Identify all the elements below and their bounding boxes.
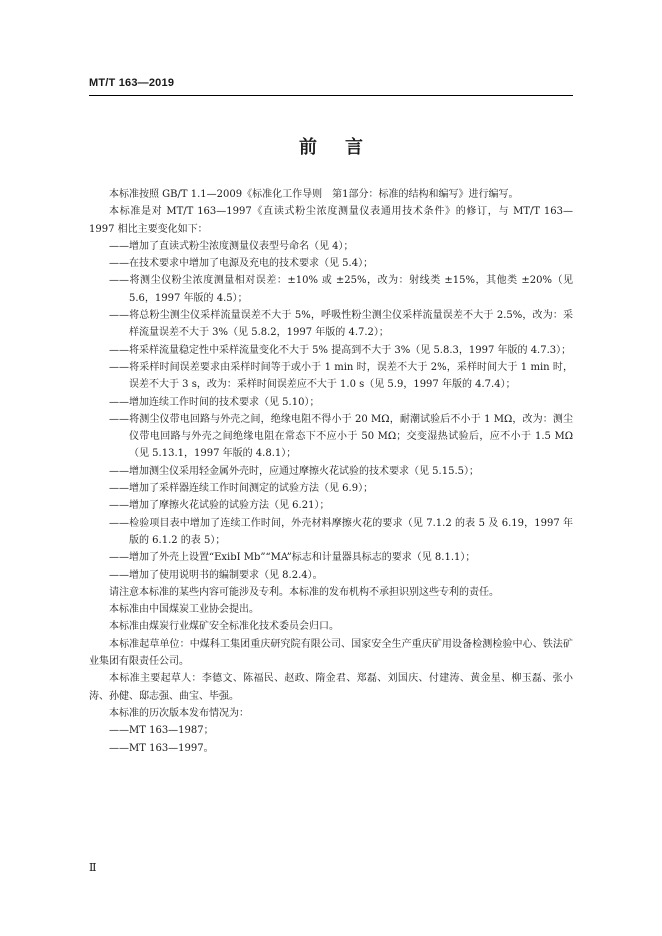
change-item: ——增加测尘仪采用轻金属外壳时，应通过摩擦火花试验的技术要求（见 5.15.5）；	[109, 465, 479, 477]
page-header: MT/T 163—2019	[89, 77, 175, 89]
change-item: ——在技术要求中增加了电源及充电的技术要求（见 5.4）；	[109, 258, 374, 270]
change-item: ——增加了直读式粉尘浓度测量仪表型号命名（见 4）；	[109, 240, 354, 252]
change-item: ——将采样时间误差要求由采样时间等于或小于 1 min 时，误差不大于 2%，采样时间大于 1 min 时，误差不大于 3 s，改为：采样时间误差应不大于 1.0 s（见 5.9，1997 年版的 4.7.4）；	[109, 361, 573, 391]
change-item: ——增加了使用说明书的编制要求（见 8.2.4）。	[109, 569, 323, 581]
change-item: ——增加了外壳上设置“ExibI Mb”“MA”标志和计量器具标志的要求（见 8.1.1）；	[109, 552, 476, 564]
history-item: ——MT 163—1987；	[109, 725, 214, 737]
paragraph-committee: 本标准由煤炭行业煤矿安全标准化技术委员会归口。	[109, 621, 339, 633]
header-rule	[89, 95, 573, 96]
paragraph-drafters: 本标准主要起草人：李德文、陈福民、赵政、隋金君、郑磊、刘国庆、付建涛、黄金星、柳玉磊、张小涛、孙健、邸志强、曲宝、毕强。	[89, 673, 573, 702]
change-item: ——将测尘仪粉尘浓度测量相对误差：±10% 或 ±25%，改为：射线类 ±15%，其他类 ±20%（见 5.6，1997 年版的 4.5）；	[109, 275, 573, 304]
paragraph-drafting-rules: 本标准按照 GB/T 1.1—2009《标准化工作导则 第1部分：标准的结构和编写》进行编写。	[109, 189, 519, 200]
paragraph-revision-intro: 本标准是对 MT/T 163—1997《直读式粉尘浓度测量仪表通用技术条件》的修订，与 MT/T 163—1997 相比主要变化如下：	[89, 206, 573, 235]
page-title: 前言	[299, 137, 391, 158]
change-item: ——将测尘仪带电回路与外壳之间，绝缘电阻不得小于 20 MΩ，耐潮试验后不小于 1 MΩ，改为：测尘仪带电回路与外壳之间绝缘电阻在常态下不应小于 50 MΩ；交变湿热试验后，应不小于 1.5 MΩ（见 5.13.1，1997 年版的 4.8.1）；	[109, 413, 573, 460]
change-item: ——将采样流量稳定性中采样流量变化不大于 5% 提高到不大于 3%（见 5.8.3，1997 年版的 4.7.3）；	[109, 344, 572, 356]
paragraph-history-intro: 本标准的历次版本发布情况为：	[109, 707, 249, 719]
change-item: ——将总粉尘测尘仪采样流量误差不大于 5%，呼吸性粉尘测尘仪采样流量误差不大于 2.5%，改为：采样流量误差不大于 3%（见 5.8.2，1997 年版的 4.7.2）；	[109, 310, 573, 339]
change-item: ——检验项目表中增加了连续工作时间，外壳材料摩擦火花的要求（见 7.1.2 的表 5 及 6.19，1997 年版的 6.1.2 的表 5）；	[109, 517, 573, 546]
paragraph-proposer: 本标准由中国煤炭工业协会提出。	[109, 604, 259, 616]
paragraph-patent-notice: 请注意本标准的某些内容可能涉及专利。本标准的发布机构不承担识别这些专利的责任。	[109, 586, 499, 598]
change-item: ——增加连续工作时间的技术要求（见 5.10）；	[109, 396, 320, 408]
page-number: Ⅱ	[89, 861, 97, 874]
paragraph-drafting-units: 本标准起草单位：中煤科工集团重庆研究院有限公司、国家安全生产重庆矿用设备检测检验中心、铁法矿业集团有限责任公司。	[89, 638, 573, 668]
document-body	[89, 186, 573, 757]
change-item: ——增加了摩擦火花试验的试验方法（见 6.21）；	[109, 500, 330, 512]
history-item: ——MT 163—1997。	[109, 742, 214, 754]
change-item: ——增加了采样器连续工作时间测定的试验方法（见 6.9）；	[109, 483, 374, 495]
